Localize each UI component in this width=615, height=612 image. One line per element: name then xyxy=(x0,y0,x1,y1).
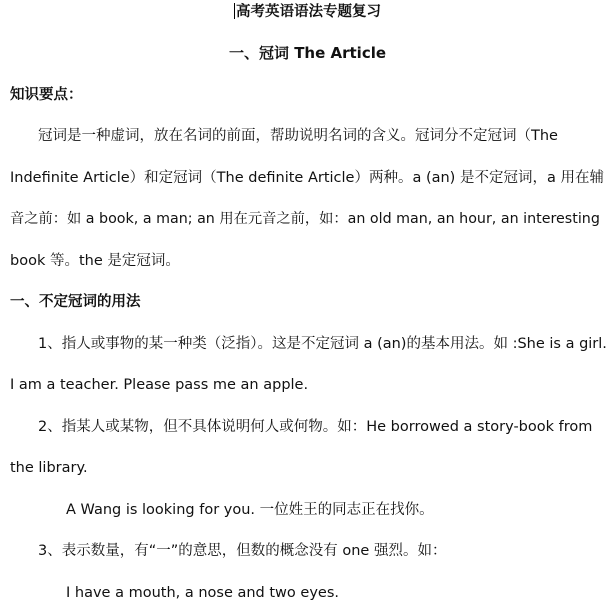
document-title-line xyxy=(0,2,615,22)
intro-line-1: 冠词是一种虚词，放在名词的前面，帮助说明名词的含义。冠词分不定冠词（The xyxy=(38,128,558,144)
point2-line-1: 2、指某人或某物，但不具体说明何人或何物。如：He borrowed a story-book from xyxy=(38,419,593,435)
text-cursor xyxy=(234,3,235,19)
intro-line-2: Indefinite Article）和定冠词（The definite Article）两种。a (an) 是不定冠词，a 用在辅 xyxy=(10,170,604,186)
point1-line-2: I am a teacher. Please pass me an apple. xyxy=(10,377,309,393)
point2-example: A Wang is looking for you. 一位姓王的同志正在找你。 xyxy=(66,502,434,518)
point2-line-2: the library. xyxy=(10,460,88,476)
point3-line: 3、表示数量，有“一”的意思，但数的概念没有 one 强烈。如： xyxy=(38,543,447,559)
knowledge-heading: 知识要点： xyxy=(10,87,83,103)
intro-line-3: 音之前：如 a book, a man; an 用在元音之前，如：an old man, an hour, an interesting xyxy=(10,211,600,227)
subsection-heading: 一、不定冠词的用法 xyxy=(10,294,141,310)
intro-line-4: book 等。the 是定冠词。 xyxy=(10,253,180,269)
section-heading: 一、冠词 The Article xyxy=(228,44,387,62)
point1-line-1: 1、指人或事物的某一种类（泛指）。这是不定冠词 a (an)的基本用法。如 :She is a girl. xyxy=(38,336,607,352)
point3-example: I have a mouth, a nose and two eyes. xyxy=(66,585,339,601)
document-title: 高考英语语法专题复习 xyxy=(236,4,381,20)
